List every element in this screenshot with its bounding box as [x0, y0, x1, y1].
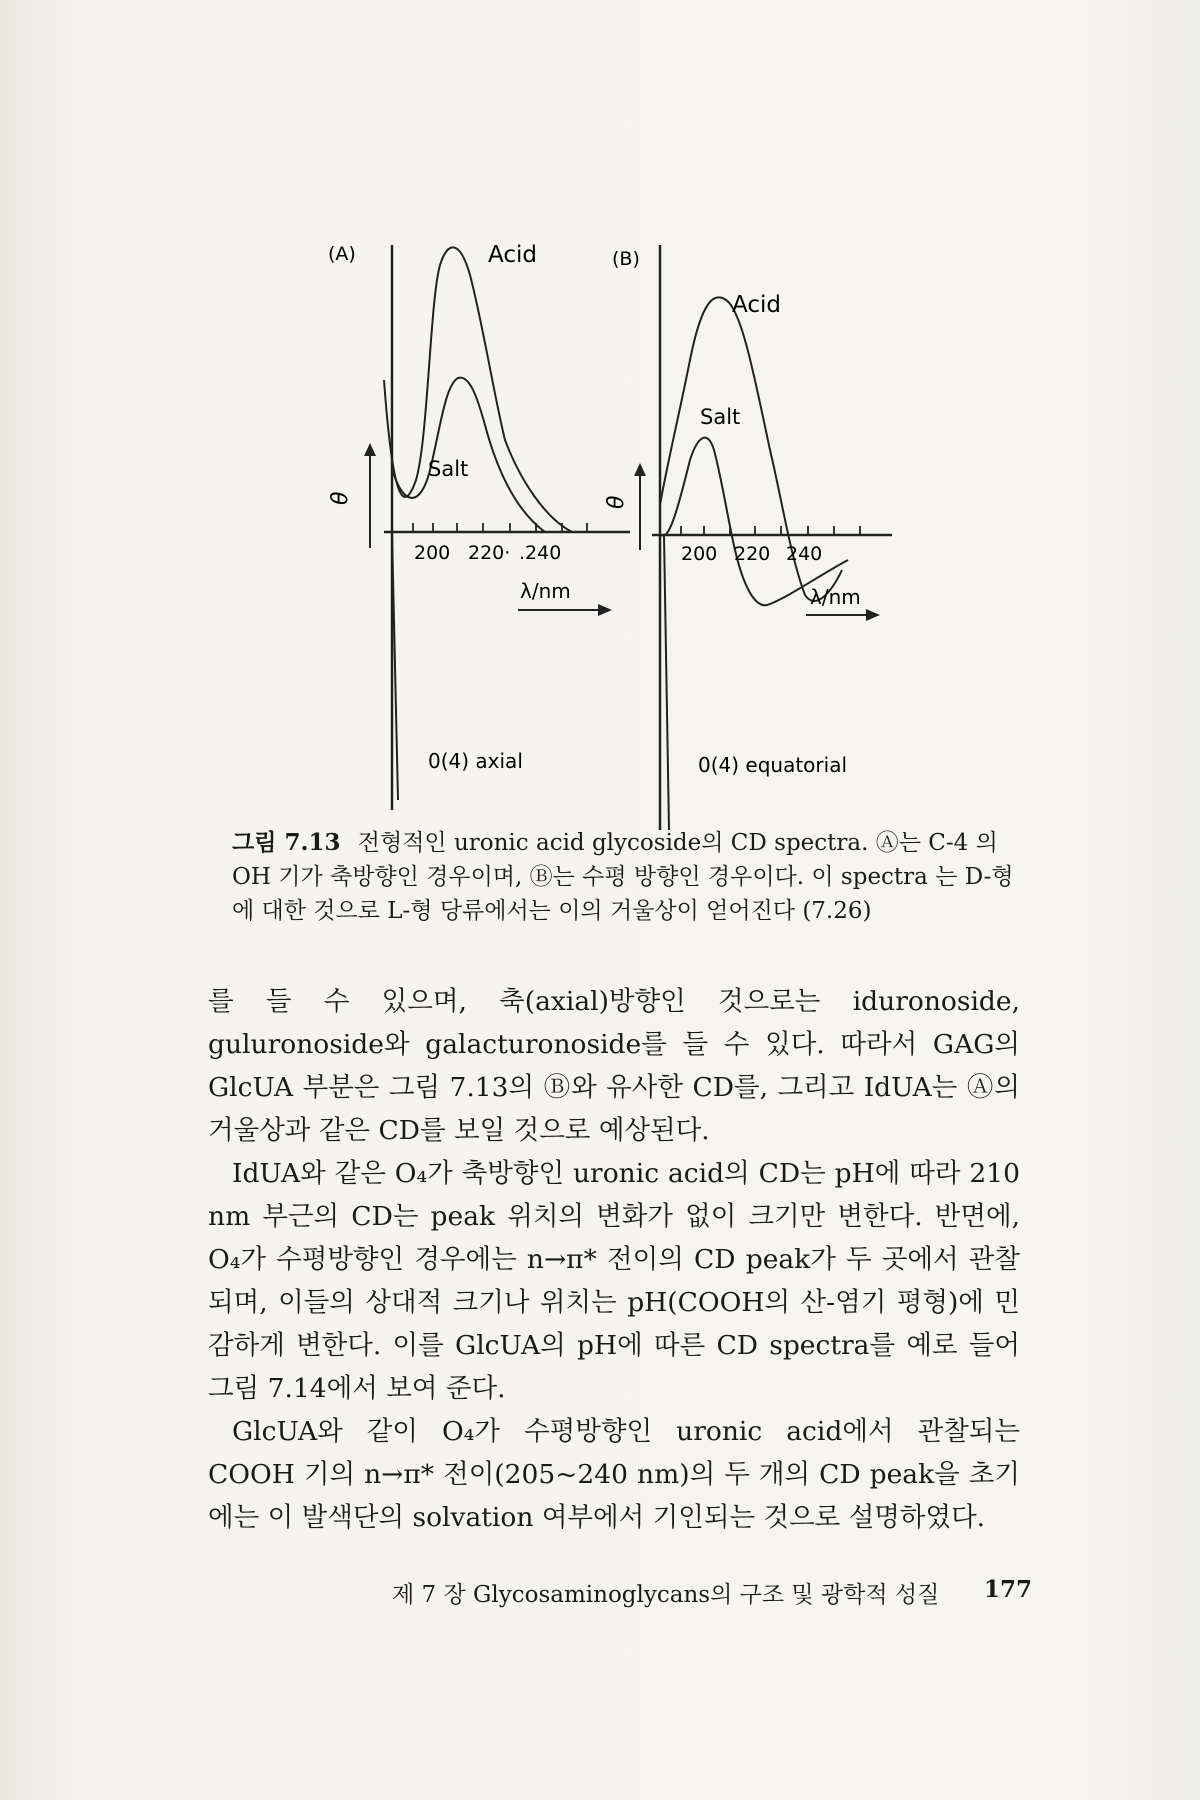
cd-spectra-figure — [0, 0, 1200, 830]
panel-b-xaxis-label: λ/nm — [810, 585, 861, 609]
panel-a-xaxis-label: λ/nm — [520, 579, 571, 603]
panel-a-theta-arrow-head — [364, 443, 376, 456]
panel-a-note: 0(4) axial — [428, 749, 523, 773]
panel-a-tick-240: .240 — [519, 542, 562, 564]
panel-a-theta-label: θ — [328, 491, 353, 505]
panel-b-x-arrow-head — [866, 609, 880, 621]
panel-a-label: (A) — [328, 243, 356, 265]
panel-a-acid-label: Acid — [488, 242, 537, 268]
panel-b-salt-curve — [662, 438, 848, 606]
body-text — [208, 980, 1020, 1539]
footer-chapter: 제 7 장 Glycosaminoglycans의 구조 및 광학적 성질 — [392, 1582, 940, 1608]
panel-a-x-arrow-head — [598, 604, 612, 616]
panel-a — [328, 242, 630, 810]
panel-b-note: 0(4) equatorial — [698, 753, 848, 777]
panel-a-salt-label: Salt — [428, 457, 469, 481]
body-paragraph: GlcUA와 같이 O₄가 수평방향인 uronic acid에서 관찰되는 COOH 기의 n→π* 전이(205~240 nm)의 두 개의 CD peak을 초기에는 이 발색단의 solvation 여부에서 기인되는 것으로 설명하였다. — [208, 1416, 1020, 1533]
panel-a-tick-220: 220· — [468, 542, 511, 564]
panel-b-acid-label: Acid — [732, 292, 781, 318]
panel-a-salt-curve — [392, 378, 545, 532]
body-paragraph: IdUA와 같은 O₄가 축방향인 uronic acid의 CD는 pH에 따라 210 nm 부근의 CD는 peak 위치의 변화가 없이 크기만 변한다. 반면에, O₄가 수평방향인 경우에는 n→π* 전이의 CD peak가 두 곳에서 관찰되며, 이들의 상대적 크기나 위치는 pH(COOH의 산-염기 평형)에 민감하게 변한다. 이를 GlcUA의 pH에 따른 CD spectra를 예로 들어 그림 7.14에서 보여 준다. — [208, 1158, 1020, 1404]
panel-b-tick-240: 240 — [786, 543, 823, 565]
panel-a-acid-curve — [384, 247, 572, 532]
panel-b-theta-label: θ — [604, 495, 629, 509]
panel-b-label: (B) — [612, 248, 640, 270]
page-number: 177 — [983, 1576, 1032, 1603]
page-footer — [392, 1576, 1032, 1609]
panel-b-theta-arrow-head — [634, 463, 646, 476]
panel-b-tick-220: 220 — [734, 543, 771, 565]
caption-text: 전형적인 uronic acid glycoside의 CD spectra. Ⓐ는 C-4 의 OH 기가 축방향인 경우이며, Ⓑ는 수평 방향인 경우이다. 이 spectra 는 D-형에 대한 것으로 L-형 당류에서는 이의 거울상이 얻어진다 (7.26) — [232, 830, 1014, 924]
figure-caption — [232, 826, 1022, 928]
caption-label: 그림 7.13 — [232, 829, 341, 856]
panel-b-tick-200: 200 — [681, 543, 718, 565]
body-paragraph: 를 들 수 있으며, 축(axial)방향인 것으로는 iduronoside, guluronoside와 galacturonoside를 들 수 있다. 따라서 GAG의 GlcUA 부분은 그림 7.13의 Ⓑ와 유사한 CD를, 그리고 IdUA는 Ⓐ의 거울상과 같은 CD를 보일 것으로 예상된다. — [208, 986, 1020, 1146]
panel-b-tick-marks — [681, 526, 860, 535]
panel-b — [604, 245, 892, 830]
panel-b-negative-dip — [664, 535, 669, 830]
panel-b-salt-label: Salt — [700, 405, 741, 429]
panel-a-tick-200: 200 — [414, 542, 451, 564]
